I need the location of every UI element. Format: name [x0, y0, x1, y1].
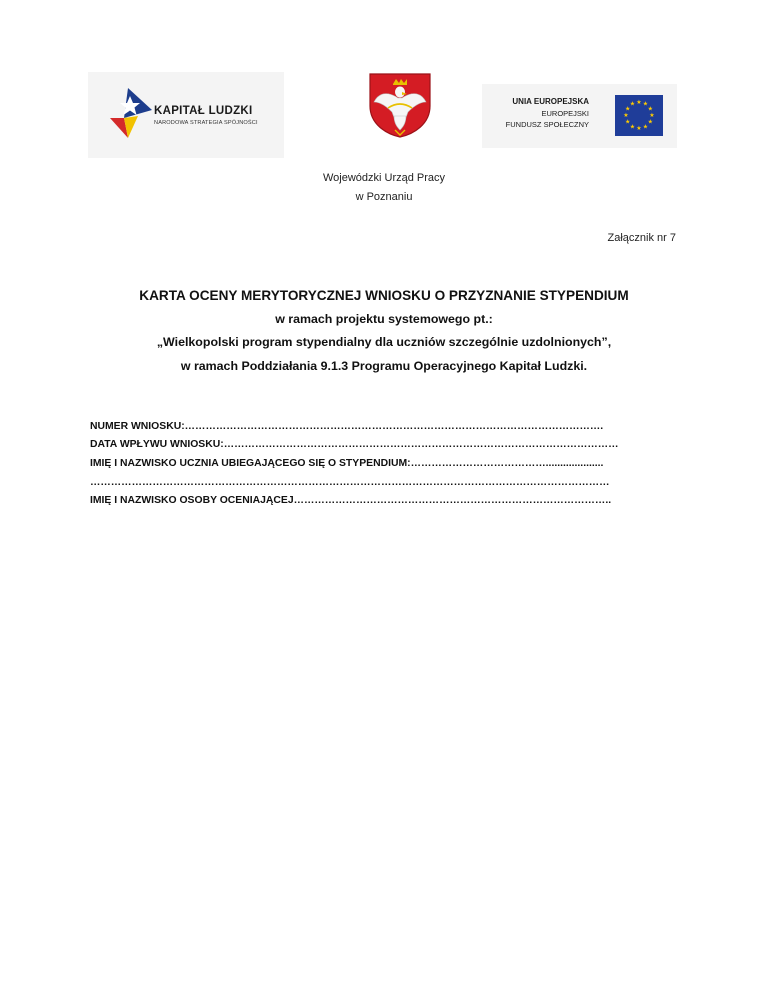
eu-logo-line2: EUROPEJSKI — [541, 109, 589, 118]
svg-text:★: ★ — [649, 112, 655, 119]
svg-text:★: ★ — [642, 100, 649, 108]
svg-text:★: ★ — [625, 118, 631, 126]
project-label: w ramach projektu systemowego pt.: — [275, 312, 493, 326]
svg-text:★: ★ — [625, 105, 631, 113]
office-name: Wojewódzki Urząd Pracy — [322, 172, 446, 184]
eu-flag-icon — [615, 95, 663, 136]
svg-text:★: ★ — [647, 118, 653, 126]
kapital-ludzki-title: KAPITAŁ LUDZKI — [154, 105, 253, 117]
eu-logo-line1: UNIA EUROPEJSKA — [512, 97, 589, 106]
svg-text:★: ★ — [636, 99, 642, 106]
document-title: KARTA OCENY MERYTORYCZNEJ WNIOSKU O PRZYZNANIE STYPENDIUM — [139, 288, 629, 303]
kapital-ludzki-subtitle: NARODOWA STRATEGIA SPÓJNOŚCI — [154, 120, 258, 126]
office-city: w Poznaniu — [355, 191, 413, 203]
svg-text:★: ★ — [629, 123, 636, 131]
svg-text:★: ★ — [636, 125, 642, 132]
kapital-ludzki-star-icon — [110, 88, 152, 138]
svg-text:★: ★ — [623, 112, 629, 119]
eu-fund-logo — [482, 84, 677, 148]
svg-text:★: ★ — [642, 123, 649, 131]
eu-logo-line3: FUNDUSZ SPOŁECZNY — [505, 120, 589, 129]
receipt-date-field: DATA WPŁYWU WNIOSKU:…………………………………………………………………………………………………… — [90, 439, 619, 450]
program-name: „Wielkopolski program stypendialny dla uczniów szczególnie uzdolnionych”, — [156, 335, 612, 349]
wielkopolska-crest-icon — [368, 72, 432, 138]
application-number-field: NUMER WNIOSKU:…………………………………………………………………………………………………………. — [90, 421, 604, 432]
kapital-ludzki-logo — [88, 72, 284, 158]
annex-number: Załącznik nr 7 — [607, 232, 676, 244]
svg-text:★: ★ — [629, 100, 636, 108]
svg-text:★: ★ — [647, 105, 653, 113]
subaction-name: w ramach Poddziałania 9.1.3 Programu Operacyjnego Kapitał Ludzki. — [180, 359, 588, 373]
student-name-field: IMIĘ I NAZWISKO UCZNIA UBIEGAJĄCEGO SIĘ O STYPENDIUM:………………………………….................... — [90, 458, 604, 469]
student-name-continuation: …………………………………………………………………………………………………………………………………… — [90, 477, 610, 488]
evaluator-name-field: IMIĘ I NAZWISKO OSOBY OCENIAJĄCEJ……………………………………………………………………………….. — [90, 495, 612, 506]
